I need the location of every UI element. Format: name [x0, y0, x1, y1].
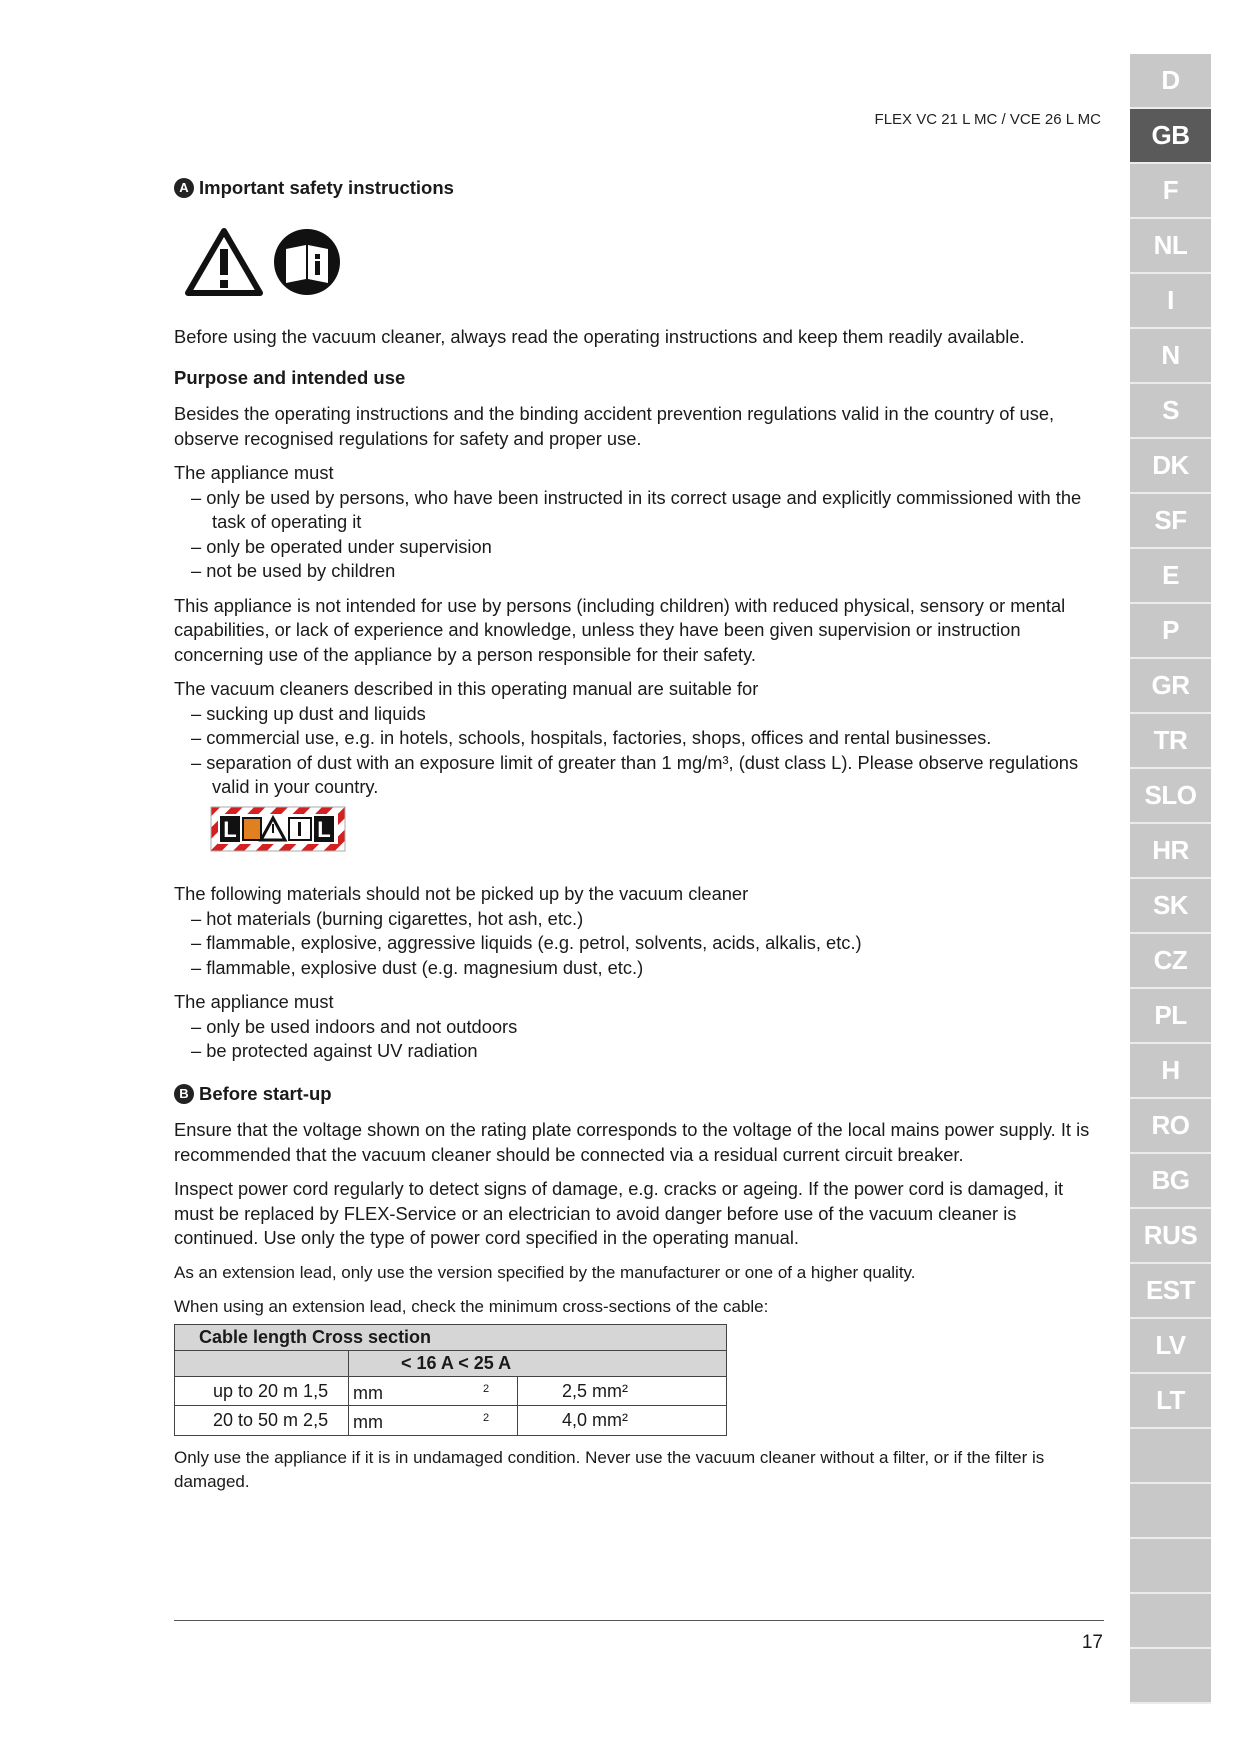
must-intro: The appliance must — [174, 462, 334, 483]
purpose-title: Purpose and intended use — [174, 366, 406, 388]
language-tab-slo[interactable]: SLO — [1130, 769, 1211, 824]
list-item: – only be operated under supervision — [191, 535, 492, 557]
section-a-badge: A — [174, 178, 194, 198]
language-tab-hr[interactable]: HR — [1130, 824, 1211, 879]
table-cell: mm $^2$ — [349, 1376, 518, 1406]
cable-cross-section-table — [174, 1324, 727, 1436]
suitable-list — [174, 702, 1104, 800]
section-b-badge: B — [174, 1084, 194, 1104]
list-item: – separation of dust with an exposure limit of greater than 1 mg/m³, (dust class L). Please observe regulations valid in your country. — [191, 751, 1079, 797]
extension-check-text: When using an extension lead, check the minimum cross-sections of the cable: — [174, 1297, 769, 1316]
warning-triangle-icon — [184, 227, 264, 304]
purpose-text: Besides the operating instructions and the binding accident prevention regulations valid in the country of use, observe recognised regulations for safety and proper use. — [174, 403, 1055, 449]
table-cell: 2,5 mm² — [518, 1376, 727, 1406]
section-a-title — [174, 176, 1104, 201]
language-tab-empty — [1130, 1539, 1211, 1594]
language-tab-f[interactable]: F — [1130, 164, 1211, 219]
not-pick-intro: The following materials should not be picked up by the vacuum cleaner — [174, 883, 749, 904]
not-intended-text: This appliance is not intended for use by persons (including children) with reduced physical, sensory or mental capabilities, or lack of experience and knowledge, unless they have been given supervision or instruction concerning use of the appliance by a person responsible for their safety. — [174, 594, 1066, 665]
list-item: – only be used by persons, who have been instructed in its correct usage and explicitly commissioned with the task of operating it — [191, 486, 1082, 532]
language-tab-h[interactable]: H — [1130, 1044, 1211, 1099]
language-tab-rus[interactable]: RUS — [1130, 1209, 1211, 1264]
language-tab-gb[interactable]: GB — [1130, 109, 1211, 164]
dust-class-letter-left: L — [223, 816, 237, 842]
language-tab-cz[interactable]: CZ — [1130, 934, 1211, 989]
language-tab-s[interactable]: S — [1130, 384, 1211, 439]
language-tab-n[interactable]: N — [1130, 329, 1211, 384]
list-item: – not be used by children — [191, 560, 396, 581]
list-item: – sucking up dust and liquids — [191, 702, 426, 724]
language-tab-ro[interactable]: RO — [1130, 1099, 1211, 1154]
list-item: – hot materials (burning cigarettes, hot ash, etc.) — [191, 907, 584, 929]
language-tab-dk[interactable]: DK — [1130, 439, 1211, 494]
footer-divider — [174, 1620, 1104, 1621]
must2-list — [174, 1015, 1104, 1064]
model-header: FLEX VC 21 L MC / VCE 26 L MC — [874, 111, 1101, 128]
voltage-text: Ensure that the voltage shown on the rating plate corresponds to the voltage of the local mains power supply. It is recommended that the vacuum cleaner should be connected via a residual current circuit breaker. — [174, 1119, 1090, 1165]
language-tab-i[interactable]: I — [1130, 274, 1211, 329]
language-tab-empty — [1130, 1594, 1211, 1649]
language-tab-p[interactable]: P — [1130, 604, 1211, 659]
table-row — [175, 1406, 727, 1436]
cord-text: Inspect power cord regularly to detect signs of damage, e.g. cracks or ageing. If the power cord is damaged, it must be replaced by FLEX-Service or an electrician to avoid danger before use of the vacuum cleaner is continued. Use only the type of power cord specified in the operating manual. — [174, 1178, 1064, 1248]
list-item: – flammable, explosive, aggressive liquids (e.g. petrol, solvents, acids, alkalis, etc.) — [191, 932, 862, 953]
language-tab-empty — [1130, 1484, 1211, 1539]
extension-text: As an extension lead, only use the version specified by the manufacturer or one of a higher quality. — [174, 1262, 916, 1282]
intro-text: Before using the vacuum cleaner, always read the operating instructions and keep them readily available. — [174, 326, 1025, 347]
must-list — [174, 486, 1104, 584]
read-manual-icon — [272, 227, 342, 304]
suitable-intro: The vacuum cleaners described in this operating manual are suitable for — [174, 678, 759, 699]
language-tab-lv[interactable]: LV — [1130, 1319, 1211, 1374]
list-item: – be protected against UV radiation — [191, 1040, 478, 1061]
not-pick-list — [174, 907, 1104, 981]
table-subheader: < 16 A < 25 A — [349, 1350, 727, 1376]
language-tab-sk[interactable]: SK — [1130, 879, 1211, 934]
section-b-title-text: Before start-up — [199, 1082, 332, 1104]
dust-class-l-label — [210, 806, 1104, 859]
section-a-title-text: Important safety instructions — [199, 177, 454, 198]
table-header-blank — [175, 1350, 349, 1376]
language-tab-pl[interactable]: PL — [1130, 989, 1211, 1044]
page-number: 17 — [1081, 1632, 1103, 1653]
table-cell: 4,0 mm² — [518, 1406, 727, 1436]
safety-icons — [184, 227, 1104, 304]
language-tab-sf[interactable]: SF — [1130, 494, 1211, 549]
page-content — [174, 176, 1104, 1505]
dust-class-letter-right: L — [317, 816, 331, 842]
table-cell: mm $^2$ — [349, 1406, 518, 1436]
language-sidebar — [1130, 54, 1211, 1704]
language-tab-nl[interactable]: NL — [1130, 219, 1211, 274]
list-item: – commercial use, e.g. in hotels, schools, hospitals, factories, shops, offices and rental businesses. — [191, 727, 992, 748]
language-tab-tr[interactable]: TR — [1130, 714, 1211, 769]
must2-intro: The appliance must — [174, 991, 334, 1012]
section-b-title — [174, 1082, 1104, 1107]
language-tab-empty — [1130, 1649, 1211, 1704]
language-tab-empty — [1130, 1429, 1211, 1484]
language-tab-gr[interactable]: GR — [1130, 659, 1211, 714]
language-tab-est[interactable]: EST — [1130, 1264, 1211, 1319]
language-tab-bg[interactable]: BG — [1130, 1154, 1211, 1209]
closing-text: Only use the appliance if it is in undamaged condition. Never use the vacuum cleaner without a filter, or if the filter is damaged. — [174, 1447, 1045, 1491]
language-tab-d[interactable]: D — [1130, 54, 1211, 109]
language-tab-e[interactable]: E — [1130, 549, 1211, 604]
language-tab-lt[interactable]: LT — [1130, 1374, 1211, 1429]
table-cell: up to 20 m 1,5 — [175, 1376, 349, 1406]
list-item: – only be used indoors and not outdoors — [191, 1015, 518, 1037]
list-item: – flammable, explosive dust (e.g. magnesium dust, etc.) — [191, 956, 644, 978]
table-cell: 20 to 50 m 2,5 — [175, 1406, 349, 1436]
table-row — [175, 1376, 727, 1406]
table-header: Cable length Cross section — [175, 1324, 727, 1350]
